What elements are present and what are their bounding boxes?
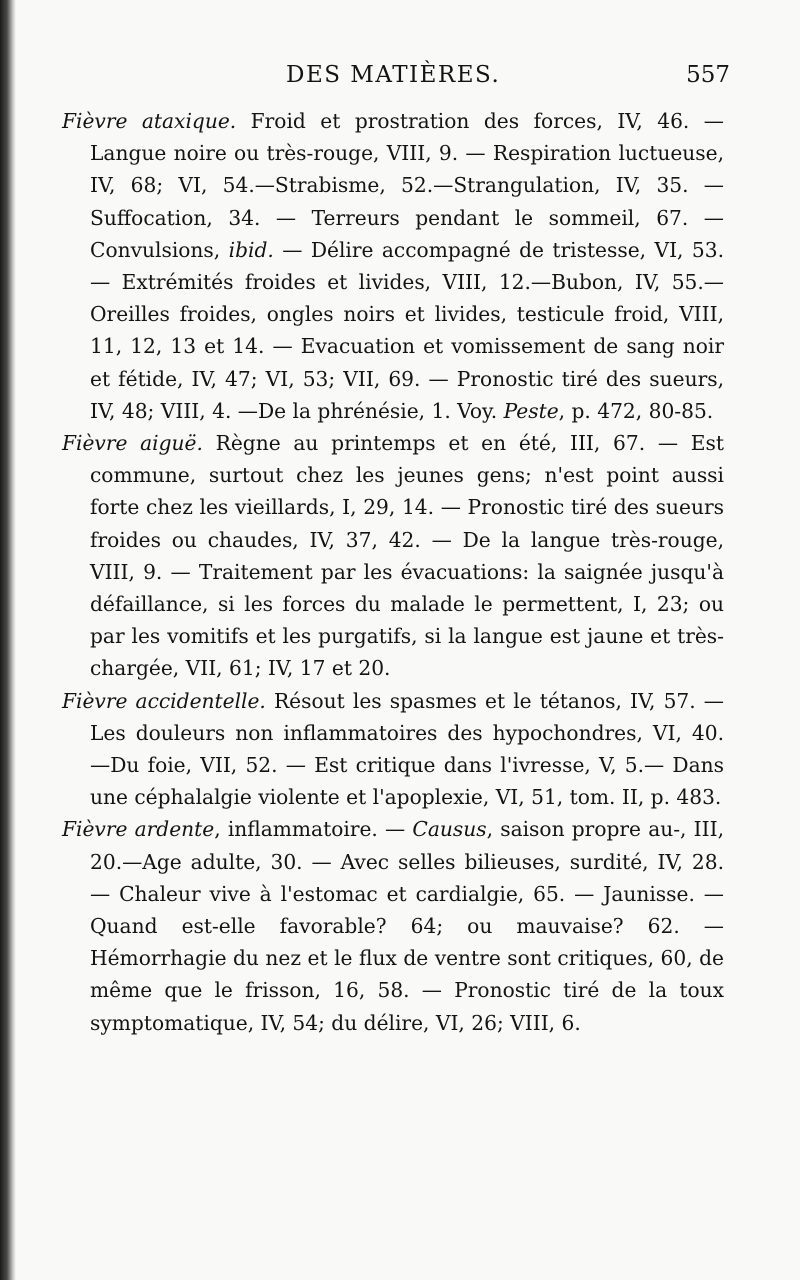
index-text — [62, 105, 724, 1039]
entry-text: Résout les spasmes et le tétanos, IV, 57. — Les douleurs non inflammatoires des hypochondres, VI, 40. —Du foie, VII, 52. — Est critique dans l'ivresse, V, 5.— Dans une céphalalgie violente et l'apoplexie, VI, 51, tom. II, p. 483. — [90, 688, 724, 810]
entry-text: , p. 472, 80-85. — [558, 398, 714, 423]
entry-text: Règne au printemps et en été, III, 67. — Est commune, surtout chez les jeunes gens; n'est point aussi forte chez les vieillards, I, 29, 14. — Pronostic tiré des sueurs froides ou chaudes, IV, 37, 42. — De la langue très-rouge, VIII, 9. — Traitement par les évacuations: la saignée jusqu'à défaillance, si les forces du malade le permettent, I, 23; ou par les vomitifs et les purgatifs, si la langue est jaune et très-chargée, VII, 61; IV, 17 et 20. — [90, 431, 724, 681]
entry-text: Froid et prostration des forces, IV, 46. — Langue noire ou très-rouge, VIII, 9. — Respiration luctueuse, IV, 68; VI, 54.—Strabisme, 52.—Strangulation, IV, 35. — Suffocation, 34. — Terreurs pendant le sommeil, 67. — Convulsions, — [90, 109, 724, 262]
index-entry-fievre-accidentelle — [62, 685, 724, 814]
page-header — [90, 62, 730, 98]
entry-reference: Peste — [503, 398, 559, 423]
index-entry-fievre-ardente — [62, 813, 724, 1038]
entry-heading: Fièvre accidentelle. — [62, 688, 266, 713]
index-entry-fievre-ataxique — [62, 105, 724, 427]
binding-shadow — [0, 0, 16, 1280]
entry-text: , saison propre au-, III, 20.—Age adulte, 30. — Avec selles bilieuses, surdité, IV, 28. — Chaleur vive à l'estomac et cardialgie, 65. — Jaunisse. — Quand est-elle favorable? 64; ou mauvaise? 62. — Hémorrhagie du nez et le flux de ventre sont critiques, 60, de même que le frisson, 16, 58. — Pronostic tiré de la toux symptomatique, IV, 54; du délire, VI, 26; VIII, 6. — [90, 817, 724, 1035]
entry-text: , inflammatoire. — — [214, 817, 413, 842]
index-entry-fievre-aigue — [62, 427, 724, 685]
page-number: 557 — [686, 62, 730, 88]
entry-heading: Fièvre ardente — [62, 817, 215, 842]
entry-text: — Délire accompagné de tristesse, VI, 53. — Extrémités froides et livides, VIII, 12.—Bubon, IV, 55.—Oreilles froides, ongles noirs et livides, testicule froid, VIII, 11, 12, 13 et 14. — Evacuation et vomissement de sang noir et fétide, IV, 47; VI, 53; VII, 69. — Pronostic tiré des sueurs, IV, 48; VIII, 4. —De la phrénésie, 1. Voy. — [90, 237, 724, 423]
entry-reference: Causus — [412, 817, 487, 842]
running-title: DES MATIÈRES. — [286, 62, 501, 88]
entry-heading: Fièvre ataxique. — [62, 109, 237, 133]
entry-reference: ibid. — [228, 237, 274, 262]
entry-heading: Fièvre aiguë. — [62, 431, 203, 456]
